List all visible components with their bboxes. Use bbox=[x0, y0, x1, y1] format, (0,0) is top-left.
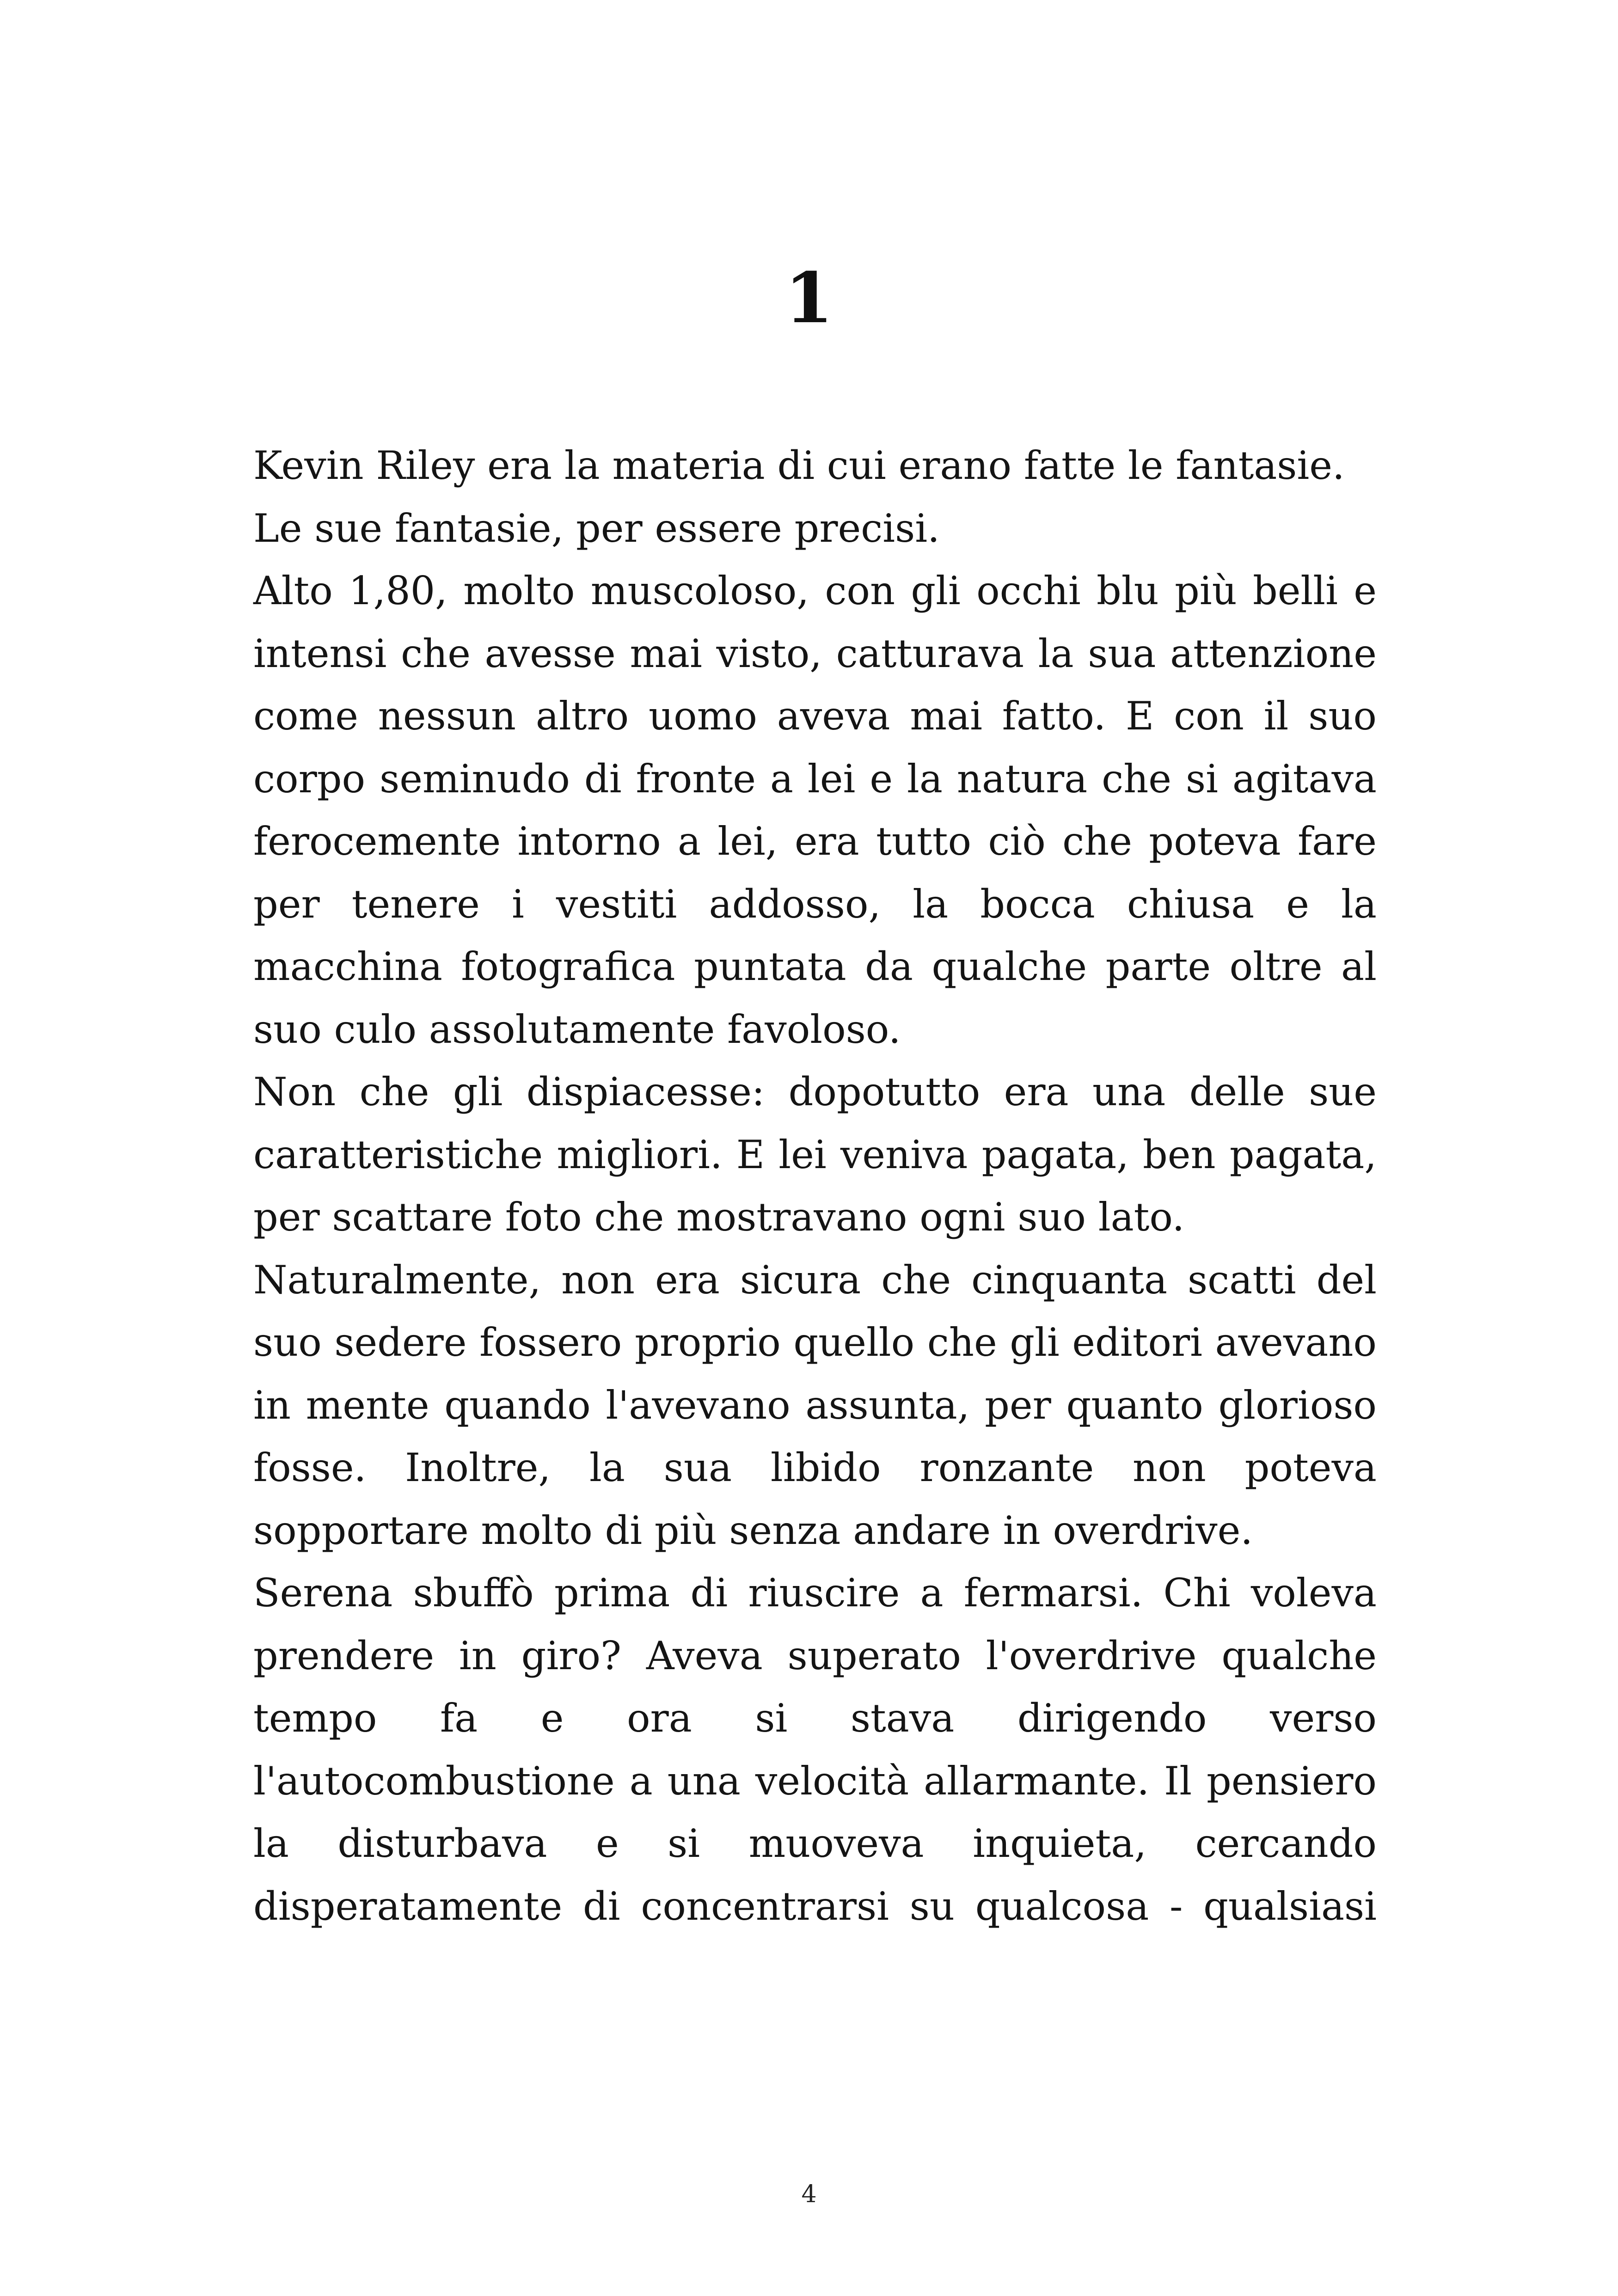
paragraph: Kevin Riley era la materia di cui erano fatte le fantasie. bbox=[253, 443, 1345, 488]
paragraph: Naturalmente, non era sicura che cinquanta scatti del suo sedere fossero proprio quello che gli editori avevano in mente quando l'avevano assunta, per quanto glorioso fosse. Inoltre, la sua libido ronzante non poteva sopportare molto di più senza andare in overdrive. bbox=[253, 1257, 1377, 1553]
paragraph: Serena sbuffò prima di riuscire a fermarsi. Chi voleva prendere in giro? Aveva superato l'overdrive qualche tempo fa e ora si stava dirigendo verso l'autocombustione a una velocità allarmante. Il pensiero la disturbava e si muoveva inquieta, cercando disperatamente di concentrarsi su qualcosa - qualsiasi bbox=[253, 1570, 1377, 1929]
page-number: 4 bbox=[801, 2180, 817, 2208]
chapter-number: 1 bbox=[784, 257, 834, 339]
paragraph: Alto 1,80, molto muscoloso, con gli occhi blu più belli e intensi che avesse mai visto, catturava la sua attenzione come nessun altro uomo aveva mai fatto. E con il suo corpo seminudo di fronte a lei e la natura che si agitava ferocemente intorno a lei, era tutto ciò che poteva fare per tenere i vestiti addosso, la bocca chiusa e la macchina fotografica puntata da qualche parte oltre al suo culo assolutamente favoloso. bbox=[253, 568, 1377, 1052]
paragraph: Non che gli dispiacesse: dopotutto era una delle sue caratteristiche migliori. E lei veniva pagata, ben pagata, per scattare foto che mostravano ogni suo lato. bbox=[253, 1069, 1377, 1240]
chapter-body bbox=[253, 435, 1377, 1938]
paragraph: Le sue fantasie, per essere precisi. bbox=[253, 505, 940, 551]
